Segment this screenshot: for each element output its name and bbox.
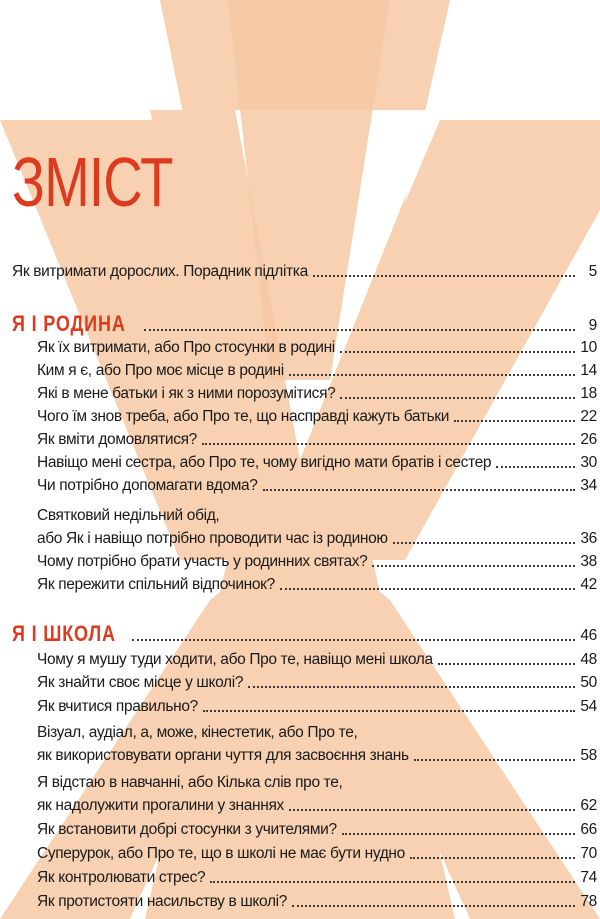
toc-entry-text: Як витримати дорослих. Порадник підлітка xyxy=(12,263,308,280)
leader-dots xyxy=(340,397,575,399)
leader-dots xyxy=(289,809,575,811)
toc-entry[interactable] xyxy=(37,892,597,912)
toc-entry-page: 34 xyxy=(580,477,597,494)
toc-entry-text: Навіщо мені сестра, або Про те, чому вигідно мати братів і сестер xyxy=(37,454,492,471)
leader-dots xyxy=(144,329,575,331)
toc-entry-text: Які в мене батьки і як з ними порозумітися? xyxy=(37,385,336,402)
toc-entry[interactable] xyxy=(37,868,597,888)
toc-entry[interactable] xyxy=(37,673,597,693)
leader-dots xyxy=(438,663,575,665)
toc-entry-text: Як їх витримати, або Про стосунки в родині xyxy=(37,339,335,356)
toc-entry-text-line1: Святковий недільний обід, xyxy=(37,507,220,524)
toc-entry-text: Як знайти своє місце у школі? xyxy=(37,674,244,691)
toc-entry-text: Чому я мушу туди ходити, або Про те, навіщо мені школа xyxy=(37,651,433,668)
toc-entry-page: 70 xyxy=(580,845,597,862)
toc-entry-text: як використовувати органи чуття для засвоєння знань xyxy=(37,747,409,764)
toc-entry-page: 48 xyxy=(580,651,597,668)
toc-entry-page: 42 xyxy=(580,576,597,593)
toc-entry[interactable] xyxy=(37,529,597,549)
toc-entry-text: Чого їм знов треба, або Про те, що насправді кажуть батьки xyxy=(37,408,450,425)
toc-entry-text: Як вміти домовлятися? xyxy=(37,431,197,448)
toc-entry[interactable] xyxy=(37,796,597,816)
section-heading-family[interactable] xyxy=(12,312,597,336)
toc-entry-text: як надолужити прогалини у знаннях xyxy=(37,797,284,814)
toc-entry-text: Чи потрібно допомагати вдома? xyxy=(37,477,258,494)
leader-dots xyxy=(340,351,575,353)
toc-entry-page: 74 xyxy=(580,869,597,886)
leader-dots xyxy=(454,420,575,422)
toc-entry-text: або Як і навіщо потрібно проводити час із родиною xyxy=(37,530,388,547)
toc-entry[interactable] xyxy=(37,407,597,427)
leader-dots xyxy=(414,759,575,761)
toc-entry-text: Як протистояти насильству в школі? xyxy=(37,893,288,910)
toc-entry[interactable] xyxy=(37,746,597,766)
leader-dots xyxy=(210,881,575,883)
toc-entry-page: 30 xyxy=(580,454,597,471)
toc-entry-page: 38 xyxy=(580,553,597,570)
toc-entry[interactable] xyxy=(37,361,597,381)
toc-entry[interactable] xyxy=(37,844,597,864)
leader-dots xyxy=(313,275,575,277)
leader-dots xyxy=(292,905,575,907)
section-page: 46 xyxy=(580,627,597,644)
leader-dots xyxy=(280,588,575,590)
leader-dots xyxy=(496,466,575,468)
toc-entry-page: 5 xyxy=(588,263,597,280)
leader-dots xyxy=(132,639,575,641)
leader-dots xyxy=(342,833,575,835)
leader-dots xyxy=(202,443,575,445)
toc-entry-text: Ким я є, або Про моє місце в родині xyxy=(37,362,284,379)
toc-entry[interactable] xyxy=(37,476,597,496)
toc-entry-text: Як пережити спільний відпочинок? xyxy=(37,576,275,593)
toc-entry[interactable] xyxy=(37,697,597,717)
toc-entry-text-line1: Я відстаю в навчанні, або Кілька слів про те, xyxy=(37,774,343,791)
toc-entry-page: 54 xyxy=(580,698,597,715)
toc-entry-page: 26 xyxy=(580,431,597,448)
toc-entry-intro[interactable] xyxy=(12,262,597,282)
toc-entry[interactable] xyxy=(37,552,597,572)
toc-entry-text: Як вчитися правильно? xyxy=(37,698,198,715)
toc-entry[interactable] xyxy=(37,453,597,473)
toc-entry-page: 10 xyxy=(580,339,597,356)
toc-entry-text: Як контролювати стрес? xyxy=(37,869,206,886)
section-title: Я І РОДИНА xyxy=(12,311,126,336)
toc-entry-page: 36 xyxy=(580,530,597,547)
section-title: Я І ШКОЛА xyxy=(12,621,116,646)
toc-entry-page: 22 xyxy=(580,408,597,425)
toc-entry-page: 58 xyxy=(580,747,597,764)
toc-entry-page: 66 xyxy=(580,821,597,838)
section-heading-school[interactable] xyxy=(12,622,597,646)
toc-entry-text: Суперурок, або Про те, що в школі не має бути нудно xyxy=(37,845,405,862)
leader-dots xyxy=(393,542,575,544)
toc-entry-page: 62 xyxy=(580,797,597,814)
leader-dots xyxy=(263,489,575,491)
toc-entry-page: 18 xyxy=(580,385,597,402)
toc-entry[interactable] xyxy=(37,384,597,404)
toc-entry-page: 78 xyxy=(580,893,597,910)
leader-dots xyxy=(289,374,575,376)
leader-dots xyxy=(372,565,575,567)
section-page: 9 xyxy=(588,317,597,334)
leader-dots xyxy=(203,710,575,712)
toc-entry[interactable] xyxy=(37,650,597,670)
toc-entry[interactable] xyxy=(37,820,597,840)
leader-dots xyxy=(248,686,575,688)
leader-dots xyxy=(410,857,575,859)
toc-entry[interactable] xyxy=(37,430,597,450)
toc-entry[interactable] xyxy=(37,575,597,595)
toc-entry-text-line1: Візуал, аудіал, а, може, кінестетик, або Про те, xyxy=(37,724,358,741)
toc-entry-page: 14 xyxy=(580,362,597,379)
toc-entry-page: 50 xyxy=(580,674,597,691)
page-title: ЗМІСТ xyxy=(12,143,173,221)
toc-entry[interactable] xyxy=(37,338,597,358)
toc-entry-text: Як встановити добрі стосунки з учителями? xyxy=(37,821,337,838)
toc-entry-text: Чому потрібно брати участь у родинних святах? xyxy=(37,553,368,570)
